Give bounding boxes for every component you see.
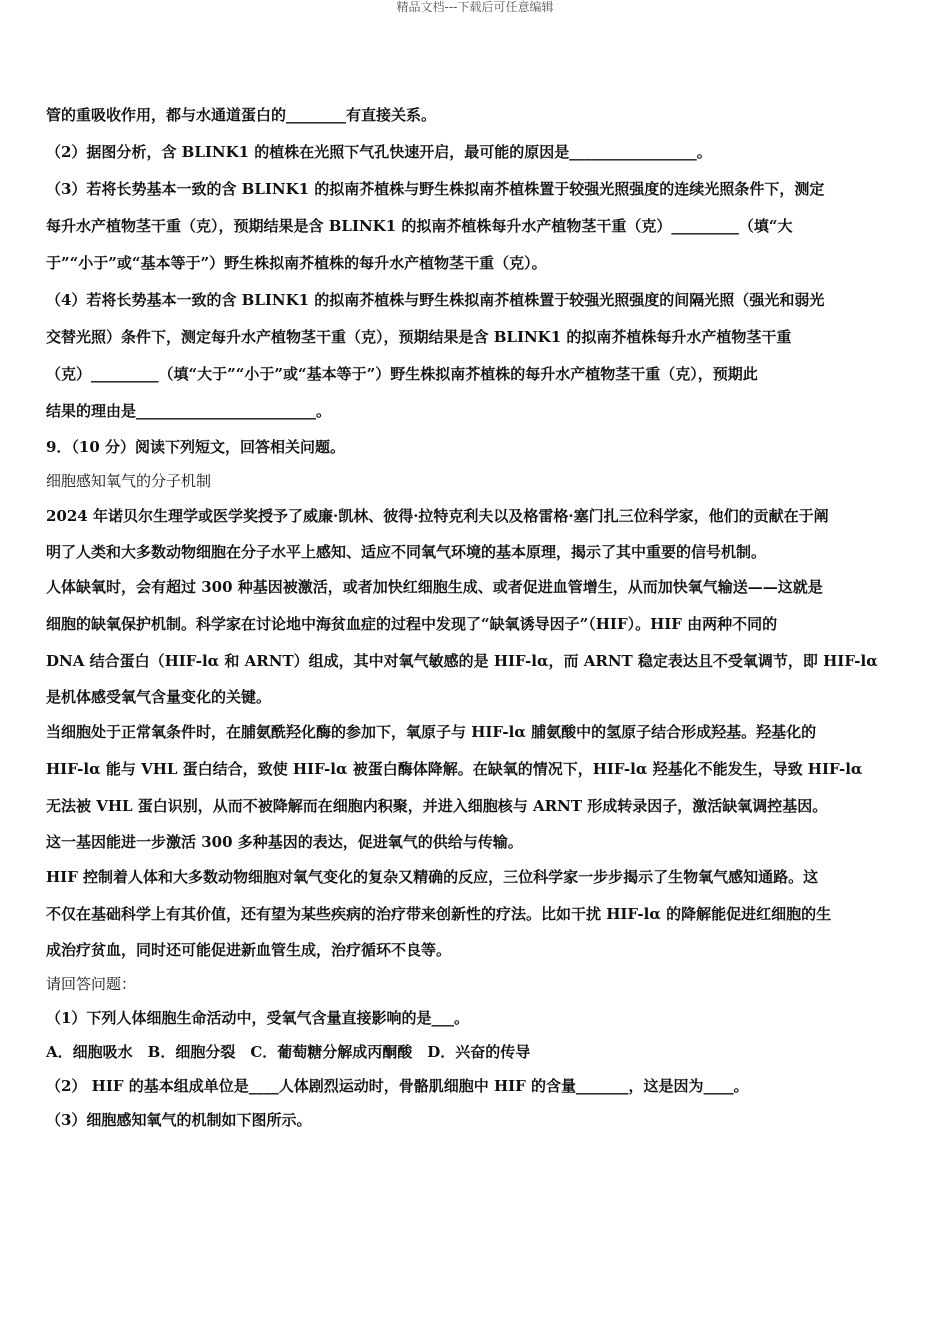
question-9-title: 9．（10 分）阅读下列短文，回答相关问题。 [46,438,346,456]
text-line: 细胞的缺氧保护机制。科学家在讨论地中海贫血症的过程中发现了“缺氧诱导因子”（HIF）。HIF 由两种不同的 [46,615,778,633]
text-line: 明了人类和大多数动物细胞在分子水平上感知、适应不同氧气环境的基本原理，揭示了其中重要的信号机制。 [46,543,767,561]
page-header: 精品文档---下载后可任意编辑 [396,0,554,14]
question-9-2: （2） HIF 的基本组成单位是____人体剧烈运动时，骨骼肌细胞中 HIF 的含量_______，这是因为____。 [46,1077,749,1095]
text-line: 无法被 VHL 蛋白识别，从而不被降解而在细胞内积聚，并进入细胞核与 ARNT 形成转录因子，激活缺氧调控基因。 [46,797,828,815]
question-9-3: （3）细胞感知氧气的机制如下图所示。 [46,1111,312,1129]
text-line: HIF 控制着人体和大多数动物细胞对氧气变化的复杂又精确的反应，三位科学家一步步揭示了生物氧气感知通路。这 [46,868,819,886]
text-line: DNA 结合蛋白（HIF-lα 和 ARNT）组成，其中对氧气敏感的是 HIF-lα，而 ARNT 稳定表达且不受氧调节，即 HIF-lα [46,652,878,670]
text-line: 管的重吸收作用，都与水通道蛋白的________有直接关系。 [46,106,437,124]
document-body [46,97,912,1137]
prompt-line: 请回答问题： [46,975,137,993]
text-line: 成治疗贫血，同时还可能促进新血管生成，治疗循环不良等。 [46,941,452,959]
question-8-2: （2）据图分析，含 BLINK1 的植株在光照下气孔快速开启，最可能的原因是_________________。 [46,143,712,161]
text-line: 当细胞处于正常氧条件时，在脯氨酰羟化酶的参加下，氧原子与 HIF-lα 脯氨酸中的氢原子结合形成羟基。羟基化的 [46,723,817,741]
question-8-3: （3）若将长势基本一致的含 BLINK1 的拟南芥植株与野生株拟南芥植株置于较强光照强度的连续光照条件下，测定 [46,180,825,198]
text-line: 这一基因能进一步激活 300 多种基因的表达，促进氧气的供给与传输。 [46,833,523,851]
text-line: 结果的理由是________________________。 [46,402,332,420]
text-line: 人体缺氧时，会有超过 300 种基因被激活，或者加快红细胞生成、或者促进血管增生，从而加快氧气输送——这就是 [46,578,823,596]
text-line: 不仅在基础科学上有其价值，还有望为某些疾病的治疗带来创新性的疗法。比如干扰 HIF-lα 的降解能促进红细胞的生 [46,905,832,923]
text-line: 于”“小于”或“基本等于”）野生株拟南芥植株的每升水产植物茎干重（克）。 [46,254,547,272]
question-8-4: （4）若将长势基本一致的含 BLINK1 的拟南芥植株与野生株拟南芥植株置于较强光照强度的间隔光照（强光和弱光 [46,291,825,309]
text-line: 交替光照）条件下，测定每升水产植物茎干重（克），预期结果是含 BLINK1 的拟南芥植株每升水产植物茎干重 [46,328,792,346]
answer-options: A．细胞吸水 B．细胞分裂 C．葡萄糖分解成丙酮酸 D．兴奋的传导 [46,1043,531,1061]
article-title: 细胞感知氧气的分子机制 [46,472,212,490]
text-line: 每升水产植物茎干重（克），预期结果是含 BLINK1 的拟南芥植株每升水产植物茎干重（克）_________（填“大 [46,217,793,235]
text-line: （克）_________（填“大于”“小于”或“基本等于”）野生株拟南芥植株的每升水产植物茎干重（克），预期此 [46,365,758,383]
question-9-1: （1）下列人体细胞生命活动中，受氧气含量直接影响的是___。 [46,1009,469,1027]
text-line: 是机体感受氧气含量变化的关键。 [46,688,272,706]
text-line: HIF-lα 能与 VHL 蛋白结合，致使 HIF-lα 被蛋白酶体降解。在缺氧的情况下，HIF-lα 羟基化不能发生，导致 HIF-lα [46,760,863,778]
text-line: 2024 年诺贝尔生理学或医学奖授予了威廉·凯林、彼得·拉特克利夫以及格雷格·塞门扎三位科学家，他们的贡献在于阐 [46,507,829,525]
